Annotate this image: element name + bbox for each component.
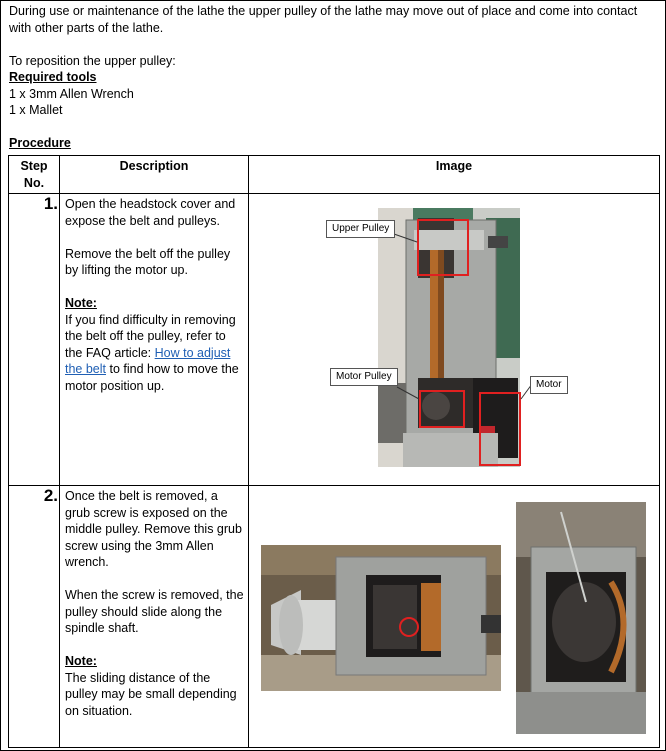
note-text: to find how to move the motor position up. bbox=[65, 362, 239, 393]
intro-section bbox=[9, 3, 649, 152]
description-cell bbox=[60, 486, 249, 748]
table-header-row bbox=[9, 156, 660, 194]
header-step: Step No. bbox=[9, 156, 60, 194]
image-cell bbox=[249, 486, 660, 748]
step-text: Remove the belt off the pulley by lifting the motor up. bbox=[65, 246, 231, 277]
note-text: The sliding distance of the pulley may be small depending on situation. bbox=[65, 670, 237, 718]
callout-leaders bbox=[249, 194, 659, 486]
note-label: Note: bbox=[65, 296, 97, 310]
header-description: Description bbox=[60, 156, 249, 194]
pulley-side-photo bbox=[261, 545, 501, 691]
step-text: When the screw is removed, the pulley should slide along the spindle shaft. bbox=[65, 588, 244, 635]
table-row bbox=[9, 486, 660, 748]
image-cell bbox=[249, 194, 660, 486]
step-text: Open the headstock cover and expose the belt and pulleys. bbox=[65, 197, 236, 228]
step-number: 2. bbox=[43, 486, 58, 505]
note-label: Note: bbox=[65, 654, 97, 668]
motor-pulley-callout: Motor Pulley bbox=[330, 368, 398, 386]
intro-paragraph: During use or maintenance of the lathe the upper pulley of the lathe may move out of place and come into contact with other parts of the lathe. bbox=[9, 4, 638, 35]
reposition-text: To reposition the upper pulley: bbox=[9, 53, 176, 68]
note-text: If you find difficulty in removing the belt off the pulley, refer to the FAQ article: bbox=[65, 312, 236, 360]
tool-item: 1 x 3mm Allen Wrench bbox=[9, 86, 134, 101]
motor-callout: Motor bbox=[530, 376, 568, 394]
step-number-cell bbox=[9, 194, 60, 486]
tools-heading: Required tools bbox=[9, 70, 97, 84]
tool-item: 1 x Mallet bbox=[9, 103, 63, 117]
procedure-heading: Procedure bbox=[9, 136, 71, 150]
description-cell bbox=[60, 194, 249, 486]
procedure-table bbox=[8, 155, 660, 748]
note-block bbox=[65, 295, 244, 394]
faq-link[interactable]: How to adjust the belt bbox=[65, 345, 231, 376]
note-block bbox=[65, 653, 244, 719]
pulley-top-photo bbox=[516, 502, 646, 734]
upper-pulley-callout: Upper Pulley bbox=[326, 220, 395, 238]
header-image: Image bbox=[249, 156, 660, 194]
step-number-cell bbox=[9, 486, 60, 748]
table-row bbox=[9, 194, 660, 486]
step-text: Once the belt is removed, a grub screw is exposed on the middle pulley. Remove this grub screw using the 3mm Allen wrench. bbox=[65, 489, 242, 569]
step-number: 1. bbox=[43, 194, 58, 213]
